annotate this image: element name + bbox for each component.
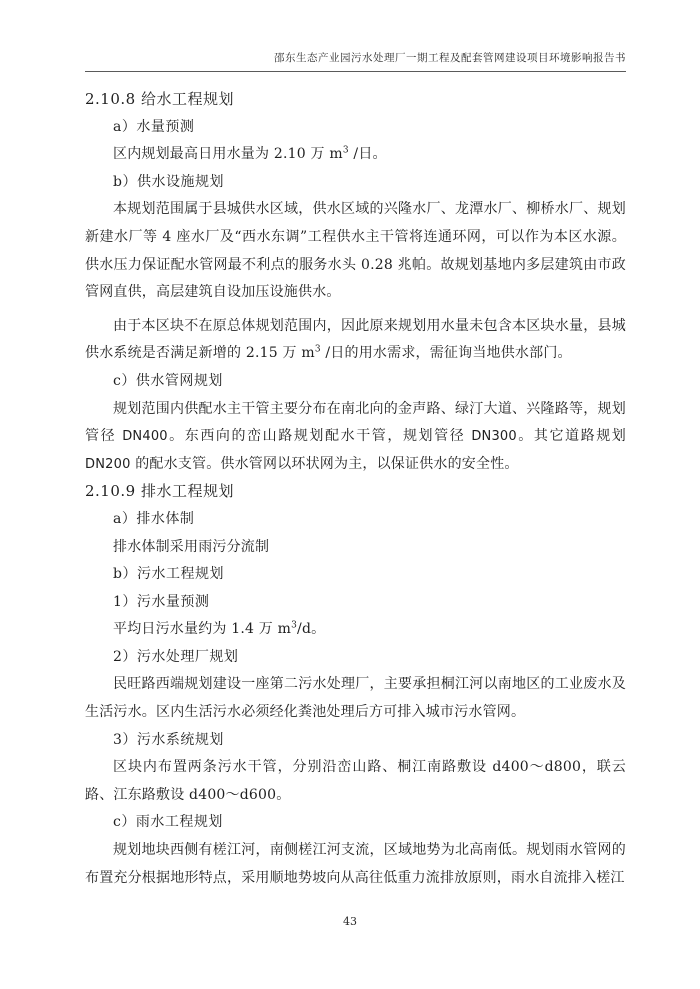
subheading-b-sewage-engineering: b）污水工程规划 (113, 566, 224, 583)
subheading-2-sewage-plant-planning: 2）污水处理厂规划 (113, 648, 239, 665)
paragraph-max-daily-water: 区内规划最高日用水量为 2.10 万 $m^3$ /日。 (113, 145, 387, 163)
paragraph-water-demand-consultation: 由于本区块不在原总体规划范围内，因此原来规划用水量未包含本区块水量，县城供水系统是否满足新增的 2.15 万 $m^3$ /日的用水需求，需征询当地供水部门。 (85, 317, 626, 362)
paragraph-sewage-plant: 民旺路西端规划建设一座第二污水处理厂，主要承担桐江河以南地区的工业废水及生活污水。区内生活污水必须经化粪池处理后方可排入城市污水管网。 (85, 676, 626, 721)
paragraph-drainage-system: 排水体制采用雨污分流制 (113, 538, 270, 555)
subheading-1-sewage-volume-forecast: 1）污水量预测 (113, 593, 210, 610)
subheading-b-water-supply-facilities: b）供水设施规划 (113, 173, 224, 190)
page-number: 43 (343, 915, 357, 928)
paragraph-water-supply-facilities: 本规划范围属于县城供水区域，供水区域的兴隆水厂、龙潭水厂、柳桥水厂、规划新建水厂等 4 座水厂及“西水东调”工程供水主干管将连通环网，可以作为本区水源。供水压力保证配水管网最不利点的服务水头 0.28 兆帕。故规划基地内多层建筑由市政管网直供，高层建筑自设加压设施供水。 (85, 201, 626, 301)
paragraph-average-daily-sewage: 平均日污水量约为 1.4 万 $m^3/d$。 (113, 620, 326, 638)
paragraph-sewage-trunk-pipes: 区块内布置两条污水干管，分别沿峦山路、桐江南路敷设 d400～d800，联云路、江东路敷设 d400～d600。 (85, 759, 626, 803)
subheading-3-sewage-system-planning: 3）污水系统规划 (113, 731, 224, 748)
subheading-a-drainage-system: a）排水体制 (113, 510, 195, 527)
paragraph-stormwater-planning: 规划地块西侧有槎江河，南侧槎江河支流，区域地势为北高南低。规划雨水管网的布置充分根据地形特点，采用顺地势坡向从高往低重力流排放原则，雨水自流排入槎江 (85, 842, 626, 886)
paragraph-water-supply-network: 规划范围内供配水主干管主要分布在南北向的金声路、绿汀大道、兴隆路等，规划管径 DN400。东西向的峦山路规划配水干管，规划管径 DN300。其它道路规划 DN200 的配水支管。供水管网以环状网为主，以保证供水的安全性。 (85, 400, 626, 472)
subheading-a-water-volume-forecast: a）水量预测 (113, 118, 195, 135)
subheading-c-water-supply-network: c）供水管网规划 (113, 372, 223, 389)
page-header-title: 邵东生态产业园污水处理厂一期工程及配套管网建设项目环境影响报告书 (85, 50, 626, 72)
subheading-c-stormwater-engineering: c）雨水工程规划 (113, 814, 223, 831)
section-heading-2.10.8: 2.10.8 给水工程规划 (85, 90, 234, 108)
document-body (85, 86, 626, 892)
section-heading-2.10.9: 2.10.9 排水工程规划 (85, 482, 234, 501)
